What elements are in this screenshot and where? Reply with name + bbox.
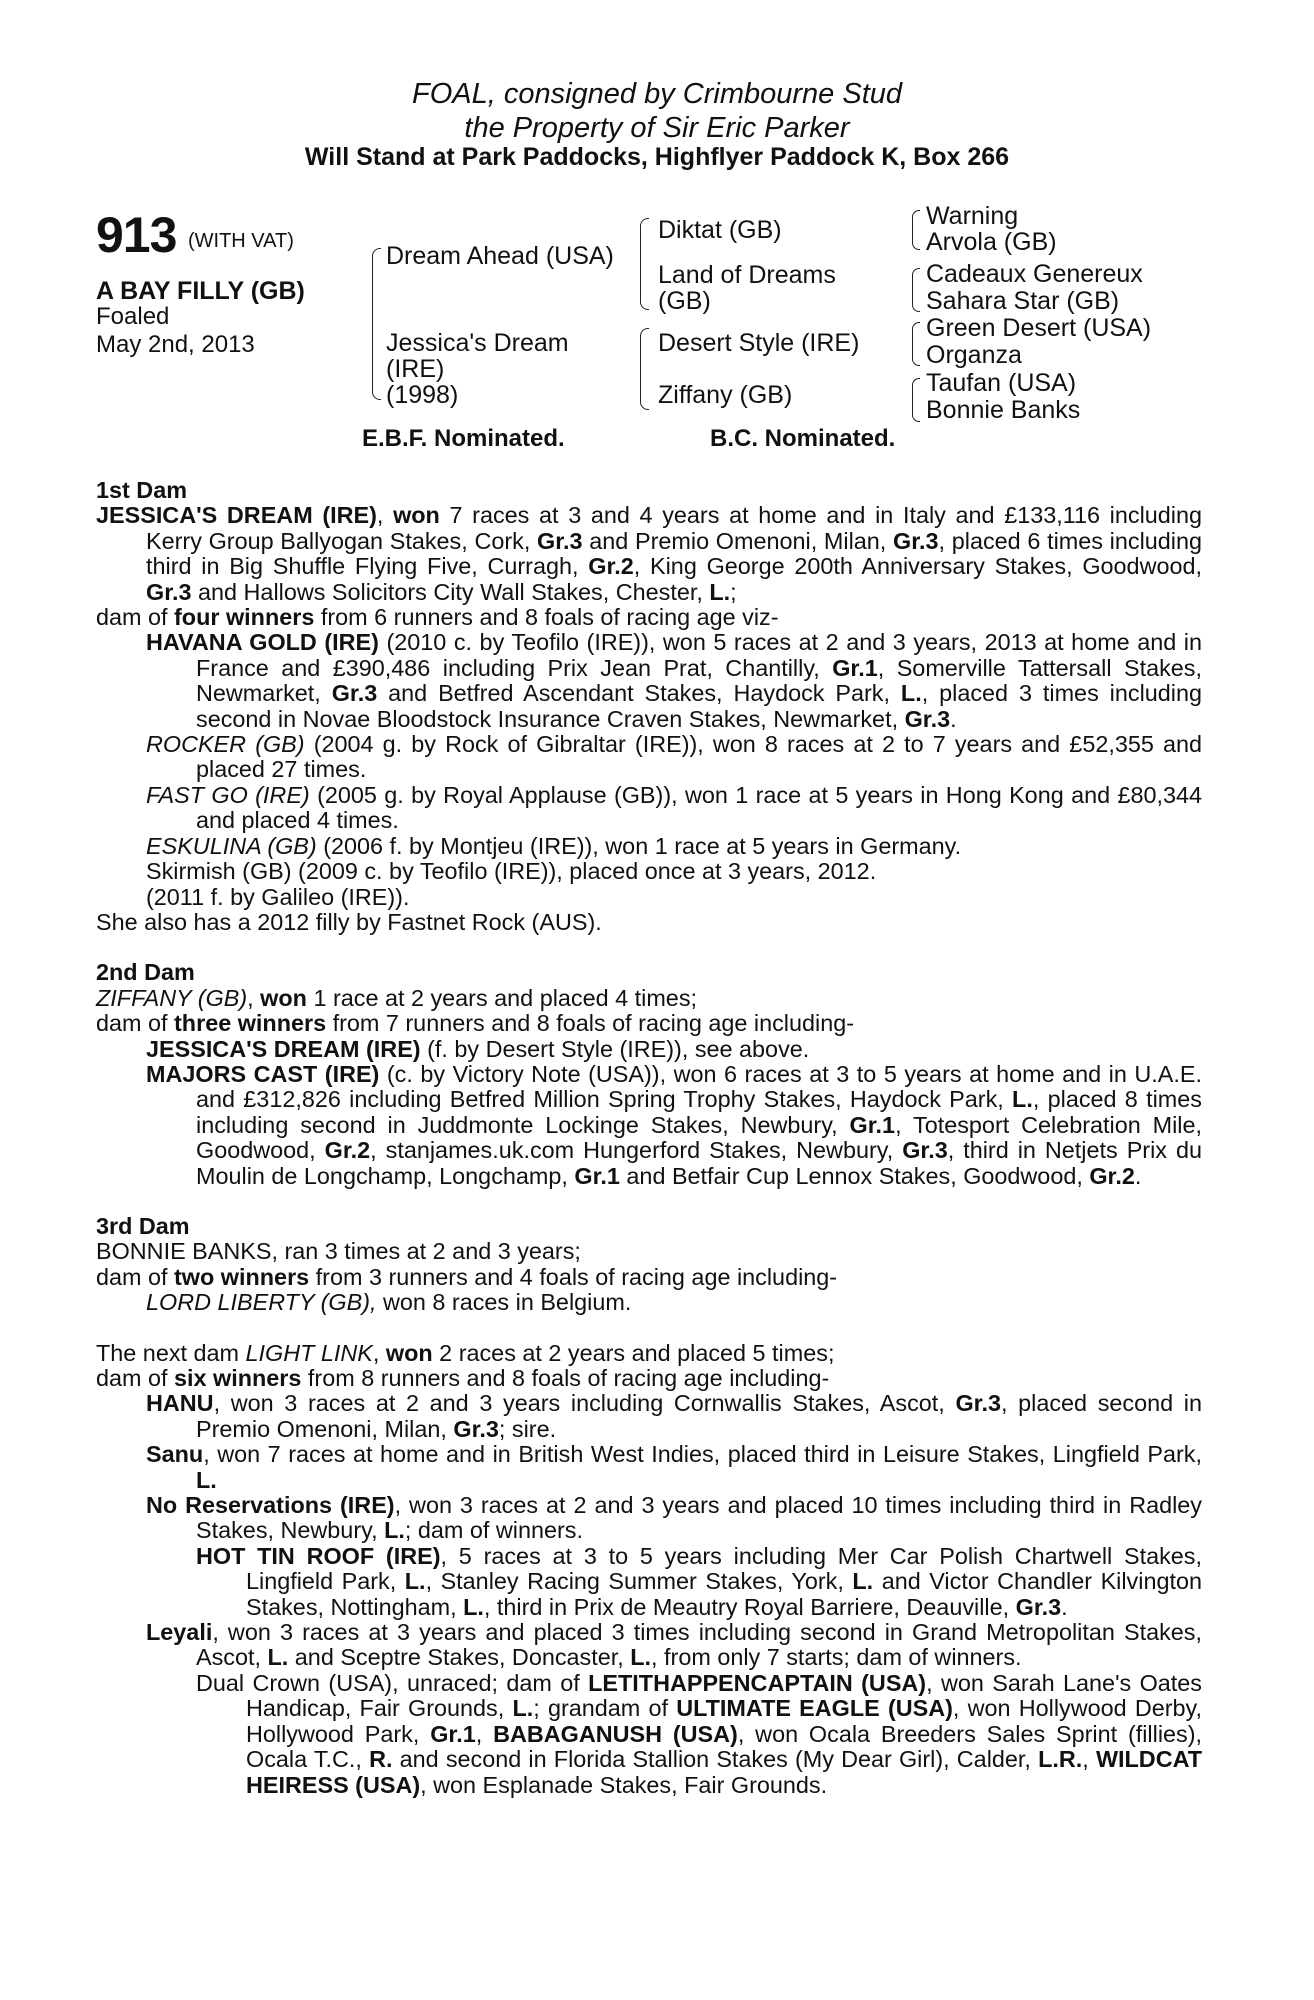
- horse-name: ZIFFANY (GB): [96, 984, 248, 1011]
- horse-name: WILDCAT HEIRESS (USA): [246, 1746, 1203, 1798]
- produce-jessicas-dream: JESSICA'S DREAM (IRE) (f. by Desert Style (IRE)), see above.: [146, 1035, 810, 1062]
- pedigree-g3-3: Cadeaux Genereux: [926, 260, 1143, 288]
- foaled-label: Foaled: [96, 303, 170, 330]
- horse-name: FAST GO (IRE): [146, 781, 310, 808]
- pedigree-brace-main: [372, 248, 381, 400]
- pedigree-dam-dam: Ziffany (GB): [658, 381, 793, 409]
- first-dam-heading: 1st Dam: [96, 477, 188, 503]
- ebf-nominated: E.B.F. Nominated.: [362, 425, 565, 452]
- produce-no-reservations: No Reservations (IRE), won 3 races at 2 and 3 years and placed 10 times including third in Radley Stakes, Newbury, L.; dam of winners.: [146, 1492, 1202, 1544]
- pedigree-dam-line2: (IRE): [386, 355, 445, 383]
- pedigree-g3-5: Green Desert (USA): [926, 314, 1152, 342]
- produce-majors-cast: MAJORS CAST (IRE) (c. by Victory Note (USA)), won 6 races at 3 to 5 years at home and in U.A.E. and £312,826 including Betfred Million Spring Trophy Stakes, Haydock Park, L., placed 8 times including second in Juddmonte Lockinge Stakes, Newbury, Gr.1, Totesport Celebration Mile, Goodwood, Gr.2, stanjames.uk.com Hungerford Stakes, Newbury, Gr.3, third in Netjets Prix du Moulin de Longchamp, Longchamp, Gr.1 and Betfair Cup Lennox Stakes, Goodwood, Gr.2.: [146, 1060, 1202, 1189]
- second-dam-record: ZIFFANY (GB), won 1 race at 2 years and placed 4 times;: [96, 984, 698, 1011]
- produce-havana-gold: HAVANA GOLD (IRE) (2010 c. by Teofilo (IRE)), won 5 races at 2 and 3 years, 2013 at home and in France and £390,486 including Prix Jean Prat, Chantilly, Gr.1, Somerville Tattersall Stakes, Newmarket, Gr.3 and Betfred Ascendant Stakes, Haydock Park, L., placed 3 times including second in Novae Bloodstock Insurance Craven Stakes, Newmarket, Gr.3.: [146, 629, 1203, 732]
- produce-eskulina: ESKULINA (GB) (2006 f. by Montjeu (IRE)), won 1 race at 5 years in Germany.: [146, 832, 962, 859]
- produce-record: [96, 478, 1202, 1798]
- next-dam-summary: dam of six winners from 8 runners and 8 foals of racing age including-: [96, 1365, 830, 1391]
- horse-name: MAJORS CAST (IRE): [146, 1060, 380, 1087]
- produce-sanu: Sanu, won 7 races at home and in British West Indies, placed third in Leisure Stakes, Lingfield Park, L.: [146, 1441, 1202, 1493]
- property-line: the Property of Sir Eric Parker: [464, 112, 850, 144]
- next-dam-record: The next dam LIGHT LINK, won 2 races at 2 years and placed 5 times;: [96, 1339, 835, 1366]
- pedigree-brace-dam: [640, 328, 649, 410]
- produce-fast-go: FAST GO (IRE) (2005 g. by Royal Applause (GB)), won 1 race at 5 years in Hong Kong and £80,344 and placed 4 times.: [146, 781, 1202, 834]
- produce-rocker: ROCKER (GB) (2004 g. by Rock of Gibraltar (IRE)), won 8 races at 2 to 7 years and £52,355 and placed 27 times.: [146, 731, 1203, 783]
- horse-name: HOT TIN ROOF (IRE): [196, 1542, 441, 1569]
- horse-name: JESSICA'S DREAM (IRE): [96, 502, 377, 529]
- horse-name: ROCKER (GB): [146, 731, 305, 758]
- horse-name: HAVANA GOLD (IRE): [146, 629, 379, 656]
- horse-name: HANU: [146, 1390, 214, 1417]
- pedigree-brace-ss: [912, 210, 920, 250]
- produce-leyali: Leyali, won 3 races at 3 years and placed 3 times including second in Grand Metropolitan Stakes, Ascot, L. and Sceptre Stakes, Doncaster, L., from only 7 starts; dam of winners.: [146, 1619, 1202, 1671]
- pedigree-sire-dam-line1: Land of Dreams: [658, 261, 836, 289]
- horse-name: BABAGANUSH (USA): [493, 1720, 738, 1747]
- pedigree-g3-1: Warning: [926, 202, 1019, 230]
- foaled-date: May 2nd, 2013: [96, 331, 255, 358]
- pedigree-sire-sire: Diktat (GB): [658, 216, 782, 244]
- pedigree-sire-dam-line2: (GB): [658, 287, 711, 315]
- horse-name: ULTIMATE EAGLE (USA): [676, 1695, 953, 1722]
- third-dam-summary: dam of two winners from 3 runners and 4 foals of racing age including-: [96, 1263, 838, 1290]
- pedigree-g3-2: Arvola (GB): [926, 228, 1057, 256]
- produce-dual-crown: Dual Crown (USA), unraced; dam of LETITHAPPENCAPTAIN (USA), won Sarah Lane's Oates Handicap, Fair Grounds, L.; grandam of ULTIMATE EAGLE (USA), won Hollywood Derby, Hollywood Park, Gr.1, BABAGANUSH (USA), won Ocala Breeders Sales Sprint (fillies), Ocala T.C., R. and second in Florida Stallion Stakes (My Dear Girl), Calder, L.R., WILDCAT HEIRESS (USA), won Esplanade Stakes, Fair Grounds.: [196, 1669, 1203, 1798]
- bc-nominated: B.C. Nominated.: [710, 425, 896, 452]
- produce-lord-liberty: LORD LIBERTY (GB), won 8 races in Belgium.: [146, 1289, 632, 1316]
- produce-hanu: HANU, won 3 races at 2 and 3 years including Cornwallis Stakes, Ascot, Gr.3, placed second in Premio Omenoni, Milan, Gr.3; sire.: [146, 1390, 1202, 1442]
- produce-2012-filly: She also has a 2012 filly by Fastnet Rock (AUS).: [96, 908, 602, 935]
- horse-name: JESSICA'S DREAM (IRE): [146, 1035, 421, 1062]
- third-dam-heading: 3rd Dam: [96, 1212, 190, 1239]
- consignor-line: FOAL, consigned by Crimbourne Stud: [411, 78, 903, 110]
- second-dam-summary: dam of three winners from 7 runners and 8 foals of racing age including-: [96, 1010, 854, 1037]
- pedigree-dam-sire: Desert Style (IRE): [658, 329, 860, 357]
- pedigree-brace-sire: [640, 218, 649, 310]
- horse-name: LETITHAPPENCAPTAIN (USA): [588, 1669, 927, 1696]
- pedigree-brace-ds: [912, 322, 920, 366]
- pedigree-g3-4: Sahara Star (GB): [926, 287, 1120, 315]
- pedigree-dam-line3: (1998): [386, 381, 459, 409]
- horse-name: ESKULINA (GB): [146, 832, 317, 859]
- first-dam-summary: dam of four winners from 6 runners and 8 foals of racing age viz-: [96, 604, 779, 631]
- horse-name: LIGHT LINK: [245, 1339, 373, 1366]
- second-dam-heading: 2nd Dam: [96, 959, 195, 986]
- produce-hot-tin-roof: HOT TIN ROOF (IRE), 5 races at 3 to 5 years including Mer Car Polish Chartwell Stakes, Lingfield Park, L., Stanley Racing Summer Stakes, York, L. and Victor Chandler Kilvington Stakes, Nottingham, L., third in Prix de Meautry Royal Barriere, Deauville, Gr.3.: [196, 1542, 1202, 1620]
- horse-name: No Reservations (IRE): [146, 1492, 395, 1519]
- pedigree-g3-7: Taufan (USA): [926, 369, 1077, 397]
- third-dam-record: BONNIE BANKS, ran 3 times at 2 and 3 years;: [96, 1238, 581, 1265]
- horse-name: Sanu: [146, 1441, 204, 1468]
- lot-number: 913: [96, 207, 177, 263]
- pedigree-g3-6: Organza: [926, 341, 1022, 369]
- produce-skirmish: Skirmish (GB) (2009 c. by Teofilo (IRE)), placed once at 3 years, 2012.: [146, 858, 877, 885]
- pedigree-brace-dd: [912, 378, 920, 422]
- lot-name: A BAY FILLY (GB): [96, 277, 305, 305]
- pedigree-g3-8: Bonnie Banks: [926, 396, 1081, 424]
- pedigree-dam-line1: Jessica's Dream: [386, 329, 569, 357]
- pedigree-brace-sd: [912, 268, 920, 312]
- pedigree-sire: Dream Ahead (USA): [386, 242, 614, 270]
- vat-note: (WITH VAT): [188, 230, 294, 252]
- produce-2011-filly: (2011 f. by Galileo (IRE)).: [146, 883, 410, 910]
- horse-name: LORD LIBERTY (GB),: [146, 1289, 377, 1316]
- stand-location-line: Will Stand at Park Paddocks, Highflyer Paddock K, Box 266: [304, 143, 1010, 171]
- first-dam-record: JESSICA'S DREAM (IRE), won 7 races at 3 and 4 years at home and in Italy and £133,116 including Kerry Group Ballyogan Stakes, Cork, Gr.3 and Premio Omenoni, Milan, Gr.3, placed 6 times including third in Big Shuffle Flying Five, Curragh, Gr.2, King George 200th Anniversary Stakes, Goodwood, Gr.3 and Hallows Solicitors City Wall Stakes, Chester, L.;: [96, 502, 1203, 605]
- horse-name: Leyali: [146, 1619, 213, 1646]
